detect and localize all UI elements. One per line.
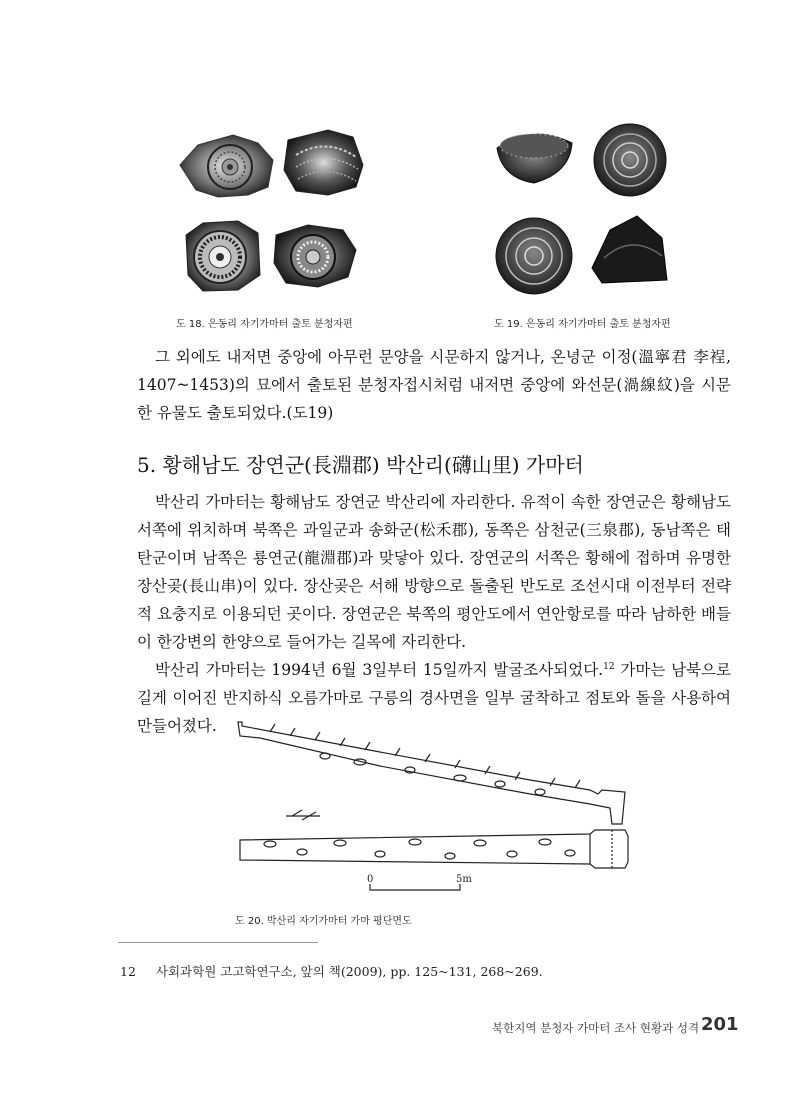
footnote-reference[interactable]: 12 xyxy=(603,661,615,672)
scale-label-five: 5m xyxy=(456,874,472,885)
figure-19-caption: 도 19. 은동리 자기가마터 출토 분청자편 xyxy=(494,319,671,330)
page-number: 201 xyxy=(701,1014,739,1035)
scale-label-zero: 0 xyxy=(367,874,374,885)
paragraph-2-part2: 가마는 남북으로 길게 이어진 반지하식 오름가마로 구릉의 경사면을 일부 굴착하고 점토와 돌을 사용하여 만들어졌다. xyxy=(137,661,731,735)
figure-18-photos xyxy=(178,125,378,300)
kiln-section-view xyxy=(238,722,625,824)
kiln-plan-view xyxy=(240,830,628,868)
figure-18-caption: 도 18. 은동리 자기가마터 출토 분청자편 xyxy=(176,319,353,330)
paragraph-1: 박산리 가마터는 황해남도 장연군 박산리에 자리한다. 유적이 속한 장연군은 황해남도 서쪽에 위치하며 북쪽은 과일군과 송화군(松禾郡), 동쪽은 삼천군(三泉郡), 동남쪽은 태탄군이며 남쪽은 룡연군(龍淵郡)과 맞닿아 있다. 장연군의 서쪽은 황해에 접하며 유명한 장산곶(長山串)이 있다. 장산곶은 서해 방향으로 돌출된 반도로 조선시대 이전부터 전략적 요충지로 이용되던 곳이다. 장연군은 북쪽의 평안도에서 연안항로를 따라 남하한 배들이 한강변의 한양으로 들어가는 길목에 자리한다. xyxy=(137,493,731,651)
figure-20-drawing xyxy=(230,712,640,902)
sherd-photo-4 xyxy=(274,225,356,287)
sherd-photo-2 xyxy=(284,130,363,195)
bowl-photo-2 xyxy=(594,124,666,196)
section-heading: 5. 황해남도 장연군(長淵郡) 박산리(礴山里) 가마터 xyxy=(137,453,584,477)
footnote-text: 사회과학원 고고학연구소, 앞의 책(2009), pp. 125~131, 268~269. xyxy=(155,964,543,979)
sherd-photo-3 xyxy=(186,221,260,291)
intro-paragraph xyxy=(137,343,731,427)
bowl-photo-1 xyxy=(497,134,572,183)
section-body xyxy=(137,488,731,740)
footnote-number: 12 xyxy=(120,964,136,979)
footnote xyxy=(120,962,543,980)
footnote-separator xyxy=(118,942,318,943)
figure-19-photos xyxy=(492,118,672,303)
paragraph-2-part1: 박산리 가마터는 1994년 6월 3일부터 15일까지 발굴조사되었다. xyxy=(155,661,604,679)
figure-20-caption: 도 20. 박산리 자기가마터 가마 평단면도 xyxy=(235,916,412,927)
intro-paragraph-text: 그 외에도 내저면 중앙에 아무런 문양을 시문하지 않거나, 온녕군 이정(溫寧君 李裎, 1407~1453)의 묘에서 출토된 분청자접시처럼 내저면 중앙에 와선문(渦線紋)을 시문한 유물도 출토되었다.(도19) xyxy=(137,348,731,422)
bowl-photo-3 xyxy=(496,218,572,294)
bowl-photo-4 xyxy=(592,216,667,283)
scale-bar xyxy=(367,874,472,890)
running-title: 북한지역 분청자 가마터 조사 현황과 성격 xyxy=(492,1021,700,1035)
sherd-photo-1 xyxy=(180,135,273,197)
